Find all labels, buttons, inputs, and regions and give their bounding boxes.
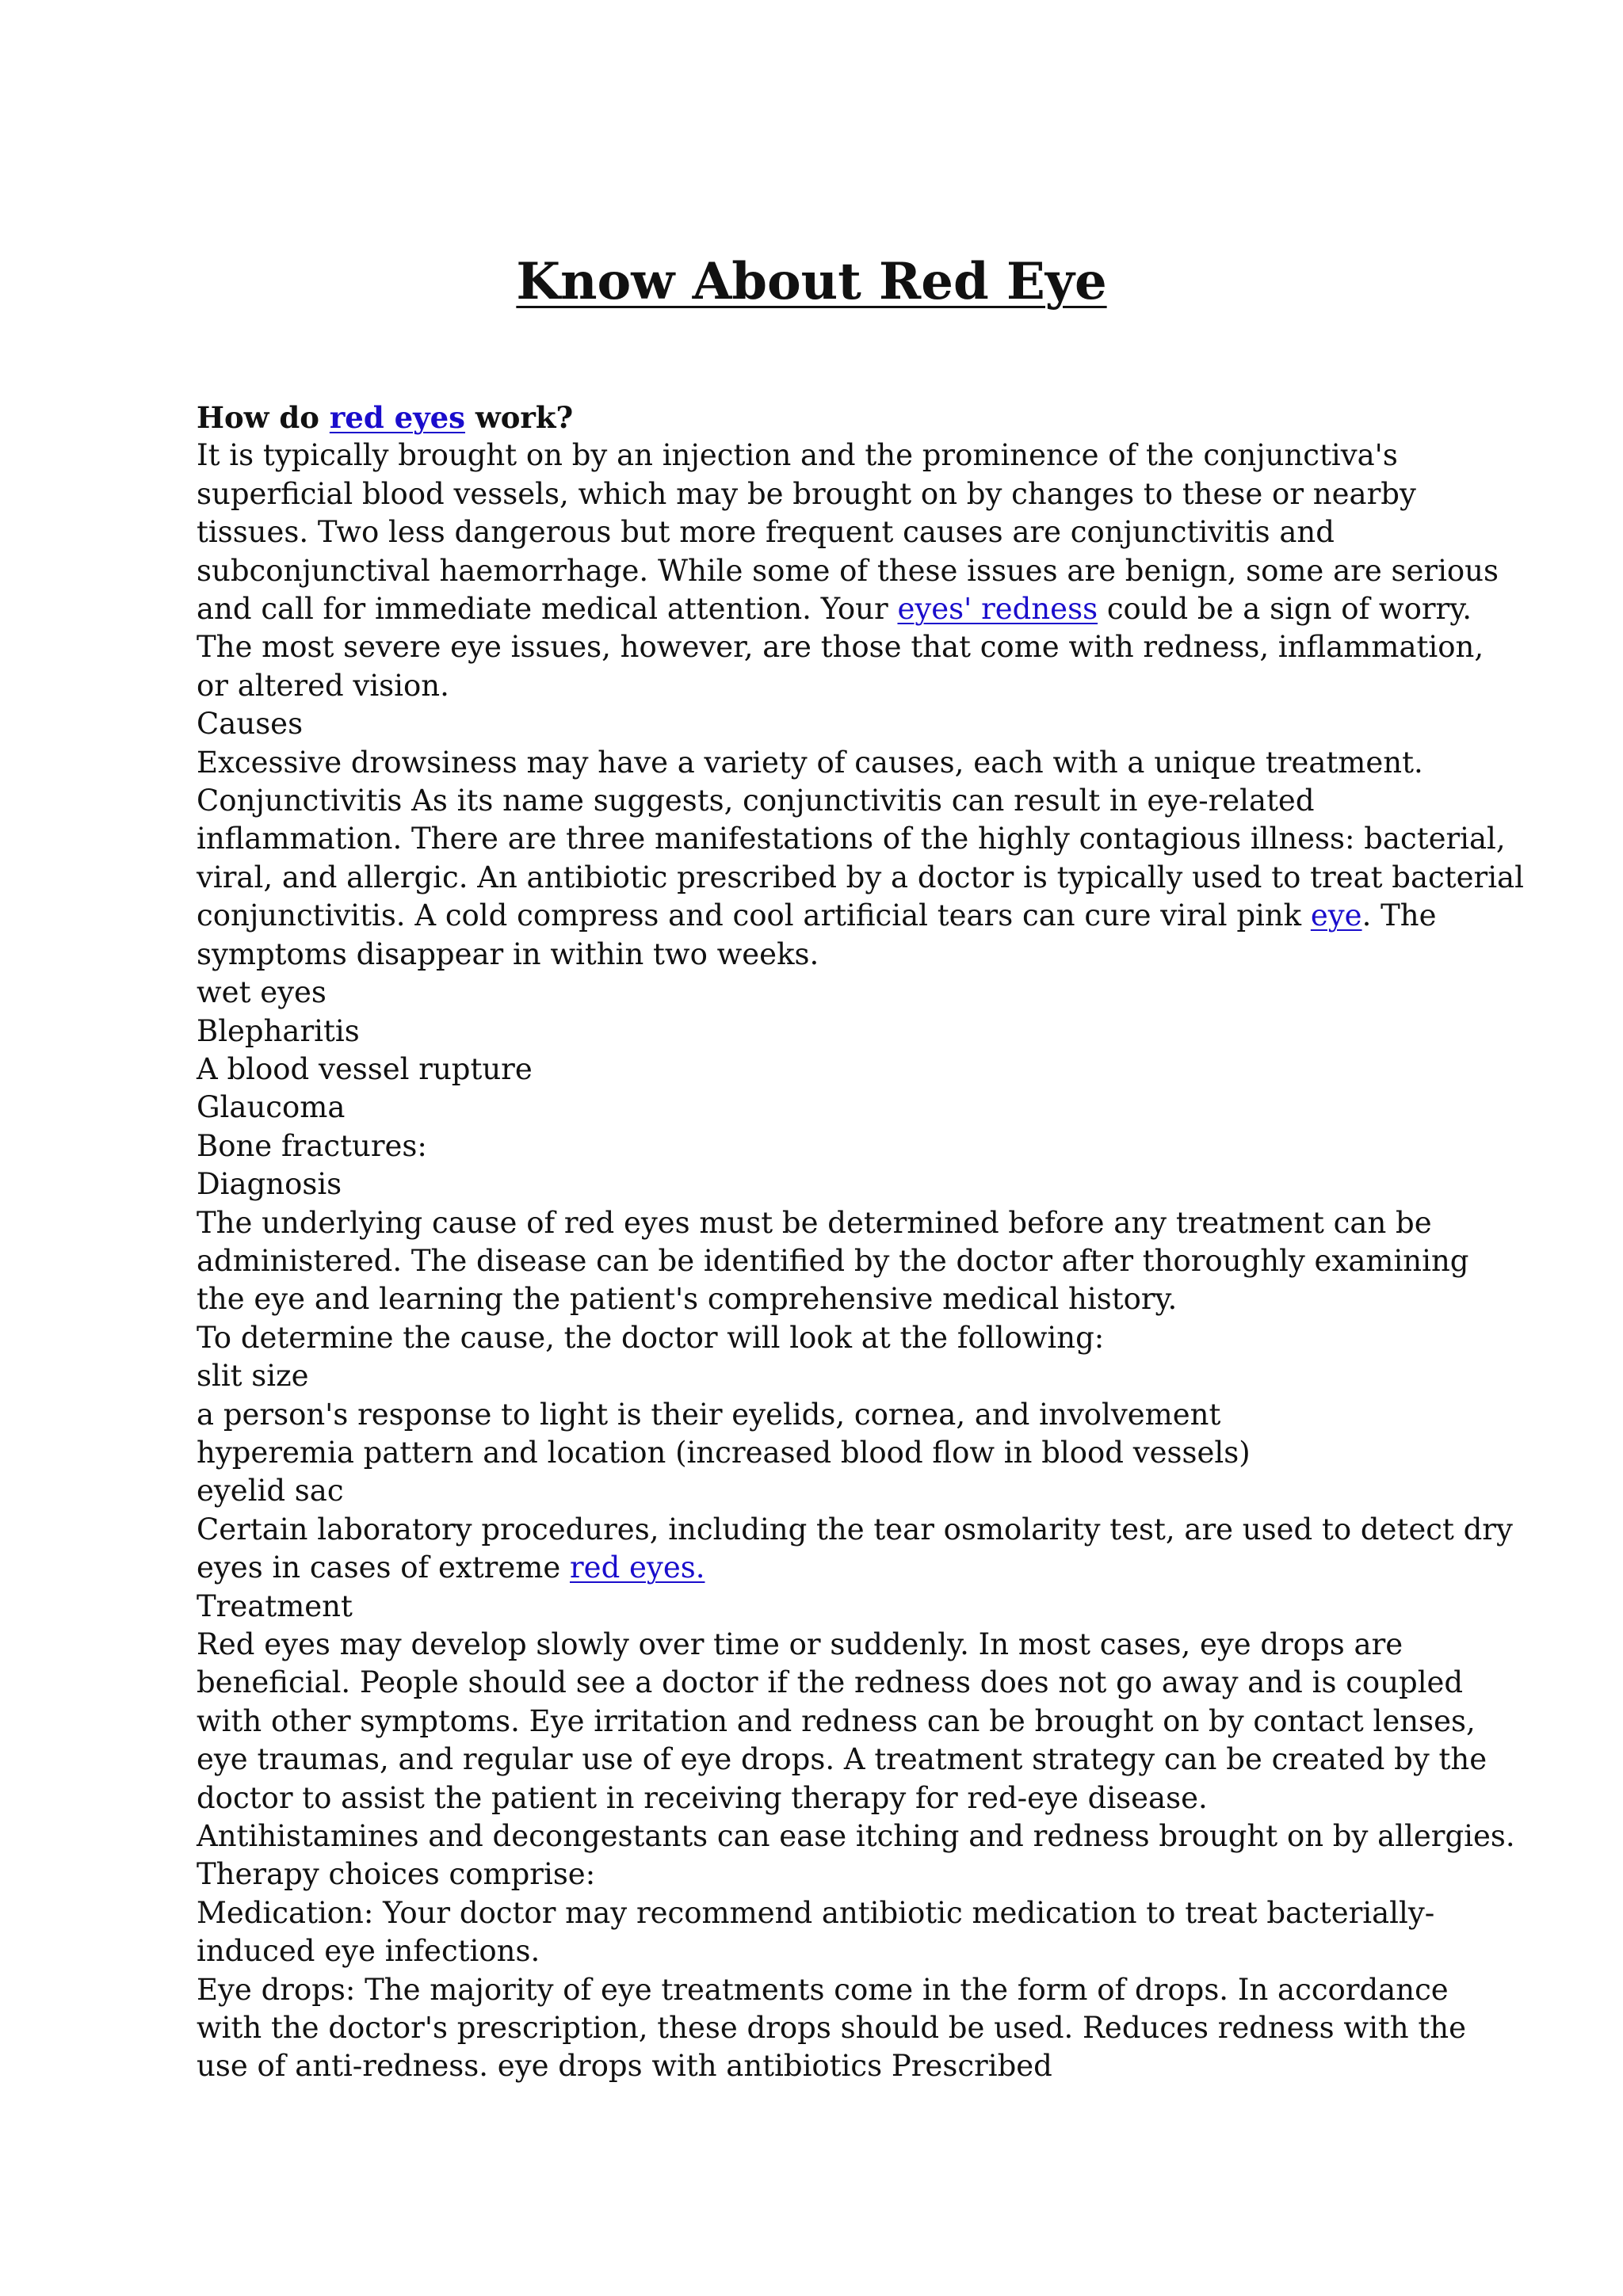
list-item: Glaucoma (197, 1090, 346, 1125)
paragraph-line: use of anti-redness. eye drops with antibiotics Prescribed (197, 2049, 1052, 2084)
section-heading-diagnosis: Diagnosis (197, 1167, 342, 1202)
red-eyes-link-2[interactable]: red eyes. (569, 1550, 705, 1585)
paragraph-line: Antihistamines and decongestants can ease itching and redness brought on by allergies. (197, 1819, 1515, 1854)
paragraph-line: Red eyes may develop slowly over time or suddenly. In most cases, eye drops are (197, 1627, 1403, 1661)
paragraph-line: with other symptoms. Eye irritation and redness can be brought on by contact lenses, (197, 1703, 1476, 1738)
page-title: Know About Red Eye (516, 252, 1107, 311)
eyes-redness-link[interactable]: eyes' redness (897, 592, 1098, 627)
heading-text: How do (197, 400, 330, 435)
paragraph-line: The most severe eye issues, however, are those that come with redness, inflammation, (197, 630, 1484, 665)
list-item: eyelid sac (197, 1474, 344, 1508)
paragraph-line: Excessive drowsiness may have a variety of causes, each with a unique treatment. (197, 745, 1423, 780)
list-item: a person's response to light is their eyelids, cornea, and involvement (197, 1397, 1221, 1432)
paragraph-line: The underlying cause of red eyes must be determined before any treatment can be (197, 1205, 1432, 1240)
document-body (197, 399, 1524, 2086)
paragraph-line: Certain laboratory procedures, including the tear osmolarity test, are used to detect dry (197, 1512, 1513, 1547)
paragraph-line: superficial blood vessels, which may be brought on by changes to these or nearby (197, 476, 1416, 511)
list-item: hyperemia pattern and location (increased blood flow in blood vessels) (197, 1435, 1251, 1470)
paragraph-line: It is typically brought on by an injection and the prominence of the conjunctiva's (197, 438, 1398, 473)
paragraph-text: eyes in cases of extreme (197, 1550, 570, 1585)
red-eyes-link[interactable]: red eyes (329, 400, 466, 435)
paragraph-text: and call for immediate medical attention. Your (197, 592, 898, 627)
list-item: Bone fractures: (197, 1128, 427, 1163)
paragraph-line (197, 1549, 1449, 1587)
paragraph-text: . The (1361, 898, 1437, 933)
paragraph-line: with the doctor's prescription, these drops should be used. Reduces redness with the (197, 2011, 1466, 2046)
paragraph-line: doctor to assist the patient in receiving therapy for red-eye disease. (197, 1780, 1208, 1815)
paragraph-text: could be a sign of worry. (1098, 592, 1472, 627)
section-heading-how-red-eyes-work (197, 399, 1449, 437)
paragraph-line: eye traumas, and regular use of eye drops. A treatment strategy can be created by the (197, 1742, 1487, 1777)
paragraph-line: beneficial. People should see a doctor if the redness does not go away and is coupled (197, 1665, 1464, 1700)
paragraph-line: Therapy choices comprise: (197, 1857, 596, 1892)
heading-text: work? (465, 400, 574, 435)
paragraph-line: Conjunctivitis As its name suggests, conjunctivitis can result in eye-related (197, 784, 1315, 818)
paragraph-line: viral, and allergic. An antibiotic prescribed by a doctor is typically used to treat bacterial (197, 860, 1524, 894)
paragraph-line: the eye and learning the patient's comprehensive medical history. (197, 1282, 1178, 1317)
paragraph-line: Medication: Your doctor may recommend antibiotic medication to treat bacterially- (197, 1895, 1435, 1930)
paragraph-line: Eye drops: The majority of eye treatments come in the form of drops. In accordance (197, 1972, 1449, 2007)
paragraph-line: subconjunctival haemorrhage. While some of these issues are benign, some are serious (197, 553, 1499, 588)
section-heading-causes: Causes (197, 707, 304, 742)
list-item: slit size (197, 1359, 309, 1394)
paragraph-line: tissues. Two less dangerous but more frequent causes are conjunctivitis and (197, 515, 1335, 550)
list-item: wet eyes (197, 975, 327, 1010)
list-item: Blepharitis (197, 1013, 360, 1048)
list-item: A blood vessel rupture (197, 1051, 533, 1086)
paragraph-line: To determine the cause, the doctor will look at the following: (197, 1320, 1105, 1355)
paragraph-line: or altered vision. (197, 668, 449, 703)
section-heading-treatment: Treatment (197, 1589, 353, 1623)
eye-link[interactable]: eye (1310, 898, 1362, 933)
paragraph-line (197, 897, 1449, 935)
paragraph-line: administered. The disease can be identified by the doctor after thoroughly examining (197, 1243, 1469, 1278)
paragraph-text: conjunctivitis. A cold compress and cool artificial tears can cure viral pink (197, 898, 1311, 933)
paragraph-line: symptoms disappear in within two weeks. (197, 936, 819, 971)
paragraph-line: induced eye infections. (197, 1934, 540, 1969)
paragraph-line (197, 590, 1472, 628)
paragraph-line: inflammation. There are three manifestations of the highly contagious illness: bacterial, (197, 822, 1506, 856)
